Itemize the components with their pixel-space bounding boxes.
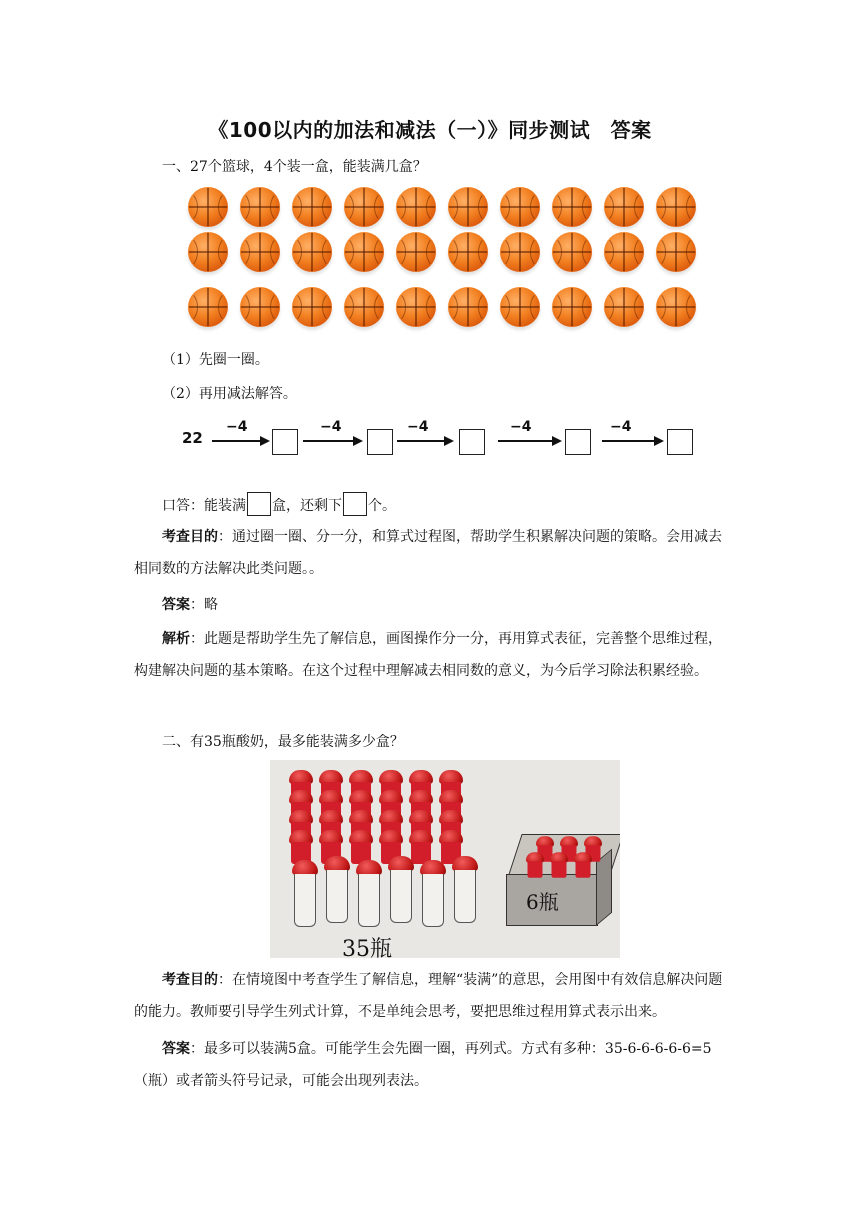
bottles-label: 35瓶	[342, 937, 392, 958]
basketball-icon	[396, 187, 436, 227]
q2-purpose	[134, 964, 730, 1028]
arrow-2	[303, 440, 355, 442]
chain-start: 22	[182, 429, 203, 447]
arrow-head-3	[444, 436, 454, 446]
basketball-icon	[448, 287, 488, 327]
yogurt-bottle-icon	[288, 830, 314, 864]
crate-bottle-icon	[525, 852, 545, 878]
q2-question: 二、有35瓶酸奶，最多能装满多少盒？	[162, 734, 404, 750]
basketball-icon	[604, 232, 644, 272]
chain-box-5[interactable]	[667, 429, 693, 455]
oral-answer-prefix: 口答：能装满	[162, 498, 246, 514]
arrow-4	[498, 440, 554, 442]
answer-label: 答案	[162, 597, 190, 613]
crate-label: 6瓶	[526, 890, 559, 914]
basketball-icon	[292, 187, 332, 227]
basketball-icon	[500, 232, 540, 272]
q1-purpose	[134, 521, 730, 585]
chain-op-1: −4	[226, 419, 248, 435]
arrow-5	[602, 440, 656, 442]
arrow-head-2	[353, 436, 363, 446]
basketball-icon	[604, 187, 644, 227]
basketball-icon	[448, 187, 488, 227]
basketball-icon	[656, 187, 696, 227]
purpose-label: 考查目的	[162, 972, 218, 988]
basketball-image	[182, 183, 707, 335]
q1-step2: （2）再用减法解答。	[162, 386, 297, 402]
chain-box-1[interactable]	[272, 429, 298, 455]
basketball-icon	[396, 232, 436, 272]
basketball-icon	[656, 232, 696, 272]
chain-op-2: −4	[320, 419, 342, 435]
basketball-icon	[552, 232, 592, 272]
q1-oral-answer	[162, 492, 396, 519]
basketball-icon	[188, 232, 228, 272]
yogurt-bottle-icon	[452, 856, 478, 924]
q1-answer	[134, 589, 730, 621]
yogurt-bottle-icon	[388, 856, 414, 924]
page-title: 《100以内的加法和减法（一）》同步测试 答案	[208, 118, 652, 142]
basketball-icon	[292, 232, 332, 272]
arrow-head-1	[260, 436, 270, 446]
yogurt-bottle-icon	[356, 860, 382, 928]
answer-text: ：最多可以装满5盒。可能学生会先圈一圈，再列式。方式有多种：35-6-6-6-6-6=5（瓶）或者箭头符号记录，可能会出现列表法。	[134, 1041, 712, 1089]
purpose-text: ：通过圈一圈、分一分，和算式过程图，帮助学生积累解决问题的策略。会用减去相同数的方法解决此类问题。。	[134, 529, 722, 577]
oral-answer-mid: 盒，还剩下	[272, 498, 342, 514]
basketball-icon	[344, 287, 384, 327]
purpose-label: 考查目的	[162, 529, 218, 545]
crate-bottle-icon	[573, 852, 593, 878]
basketball-icon	[344, 187, 384, 227]
answer-text: ：略	[190, 597, 218, 613]
basketball-icon	[500, 187, 540, 227]
yogurt-bottle-icon	[348, 830, 374, 864]
chain-op-3: −4	[407, 419, 429, 435]
chain-box-2[interactable]	[367, 429, 393, 455]
q1-question: 一、27个篮球，4个装一盒，能装满几盒？	[162, 159, 427, 175]
basketball-icon	[292, 287, 332, 327]
q2-answer	[134, 1033, 730, 1097]
arrow-head-5	[654, 436, 664, 446]
chain-op-4: −4	[510, 419, 532, 435]
basketball-icon	[604, 287, 644, 327]
arrow-3	[397, 440, 447, 442]
q1-step1: （1）先圈一圈。	[162, 352, 269, 368]
basketball-icon	[240, 287, 280, 327]
basketball-icon	[188, 187, 228, 227]
analysis-label: 解析	[162, 631, 190, 647]
yogurt-bottle-icon	[292, 860, 318, 928]
yogurt-image	[270, 760, 620, 958]
oral-answer-suffix: 个。	[368, 498, 396, 514]
subtraction-chain	[176, 415, 706, 465]
basketball-icon	[396, 287, 436, 327]
yogurt-bottle-icon	[324, 856, 350, 924]
basketball-icon	[500, 287, 540, 327]
crate-bottle-icon	[549, 852, 569, 878]
basketball-icon	[344, 232, 384, 272]
purpose-text: ：在情境图中考查学生了解信息，理解“装满”的意思，会用图中有效信息解决问题的能力。教师要引导学生列式计算，不是单纯会思考，要把思维过程用算式表示出来。	[134, 972, 723, 1020]
answer-label: 答案	[162, 1041, 190, 1057]
basketball-icon	[240, 187, 280, 227]
yogurt-bottle-icon	[420, 860, 446, 928]
basketball-icon	[552, 187, 592, 227]
basketball-icon	[188, 287, 228, 327]
arrow-1	[212, 440, 262, 442]
basketball-icon	[552, 287, 592, 327]
arrow-head-4	[552, 436, 562, 446]
basketball-icon	[448, 232, 488, 272]
q1-analysis	[134, 623, 730, 687]
answer-box-boxes[interactable]	[247, 492, 271, 516]
basketball-icon	[656, 287, 696, 327]
analysis-text: ：此题是帮助学生先了解信息，画图操作分一分，再用算式表征，完善整个思维过程，构建解决问题的基本策略。在这个过程中理解减去相同数的意义，为今后学习除法积累经验。	[134, 631, 722, 679]
answer-box-remainder[interactable]	[343, 492, 367, 516]
chain-box-3[interactable]	[459, 429, 485, 455]
chain-op-5: −4	[610, 419, 632, 435]
chain-box-4[interactable]	[565, 429, 591, 455]
basketball-icon	[240, 232, 280, 272]
